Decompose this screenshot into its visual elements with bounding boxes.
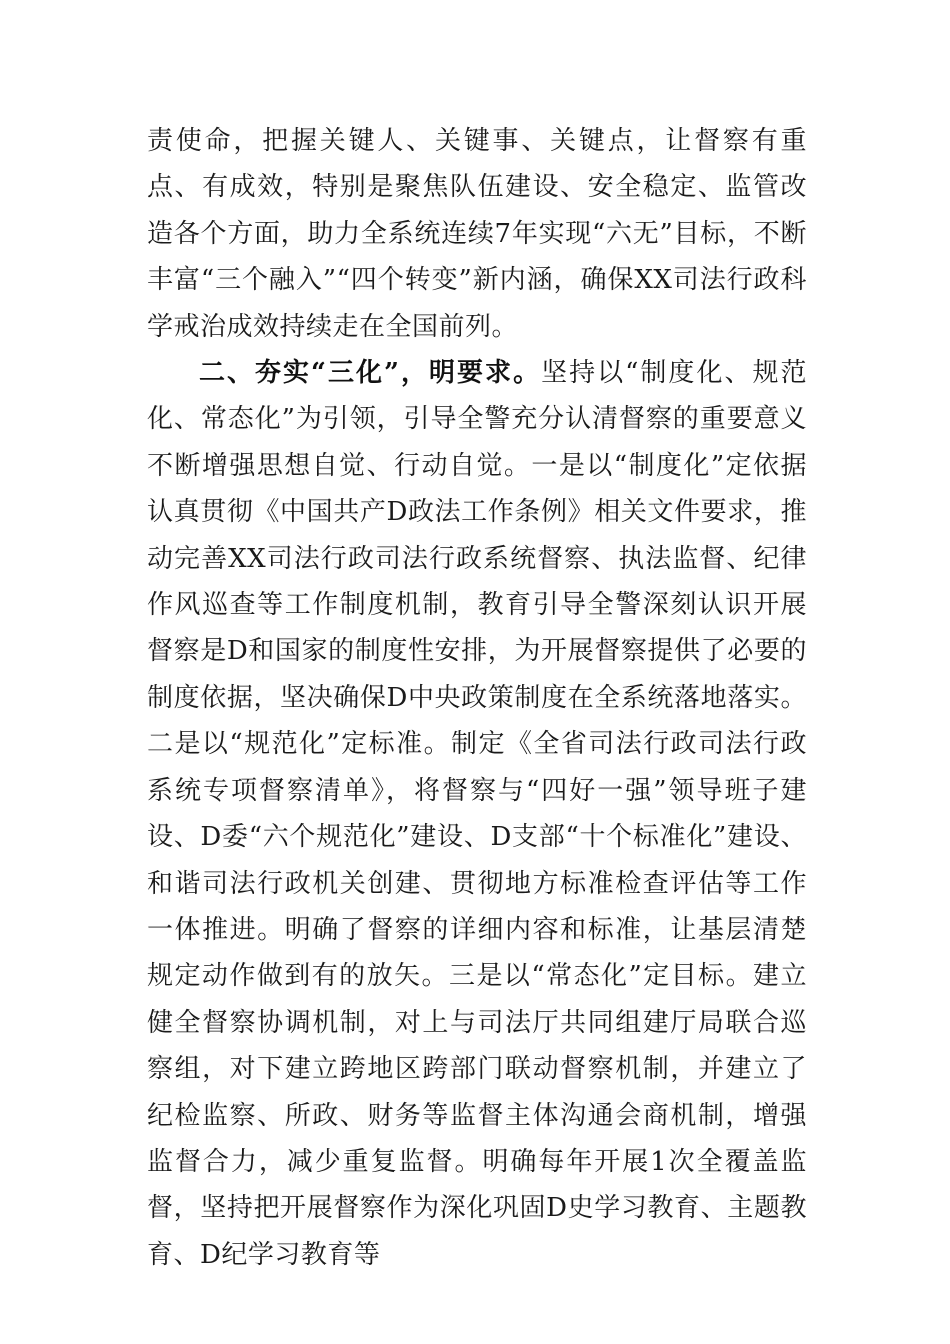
section-body: 坚持以“制度化、规范化、常态化”为引领，引导全警充分认清督察的重要意义不断增强思想自觉、行动自觉。一是以“制度化”定依据认真贯彻《中国共产D政法工作条例》相关文件要求，推动完善XX司法行政司法行政系统督察、执法监督、纪律作风巡查等工作制度机制，教育引导全警深刻认识开展督察是D和国家的制度性安排，为开展督察提供了必要的制度依据，坚决确保D中央政策制度在全系统落地落实。二是以“规范化”定标准。制定《全省司法行政司法行政系统专项督察清单》，将督察与“四好一强”领导班子建设、D委“六个规范化”建设、D支部“十个标准化”建设、和谐司法行政机关创建、贯彻地方标准检查评估等工作一体推进。明确了督察的详细内容和标准，让基层清楚规定动作做到有的放矢。三是以“常态化”定目标。建立健全督察协调机制，对上与司法厅共同组建厅局联合巡察组，对下建立跨地区跨部门联动督察机制，并建立了纪检监察、所政、财务等监督主体沟通会商机制，增强监督合力，减少重复监督。明确每年开展1次全覆盖监督，坚持把开展督察作为深化巩固D史学习教育、主题教育、D纪学习教育等 — [147, 358, 807, 1270]
document-body — [147, 118, 807, 1278]
paragraph-continuation: 责使命，把握关键人、关键事、关键点，让督察有重点、有成效，特别是聚焦队伍建设、安全稳定、监管改造各个方面，助力全系统连续7年实现“六无”目标，不断丰富“三个融入”“四个转变”新内涵，确保XX司法行政科学戒治成效持续走在全国前列。 — [147, 126, 807, 342]
paragraph-section-two — [147, 350, 807, 1278]
section-heading: 二、夯实“三化”，明要求。 — [199, 358, 542, 389]
